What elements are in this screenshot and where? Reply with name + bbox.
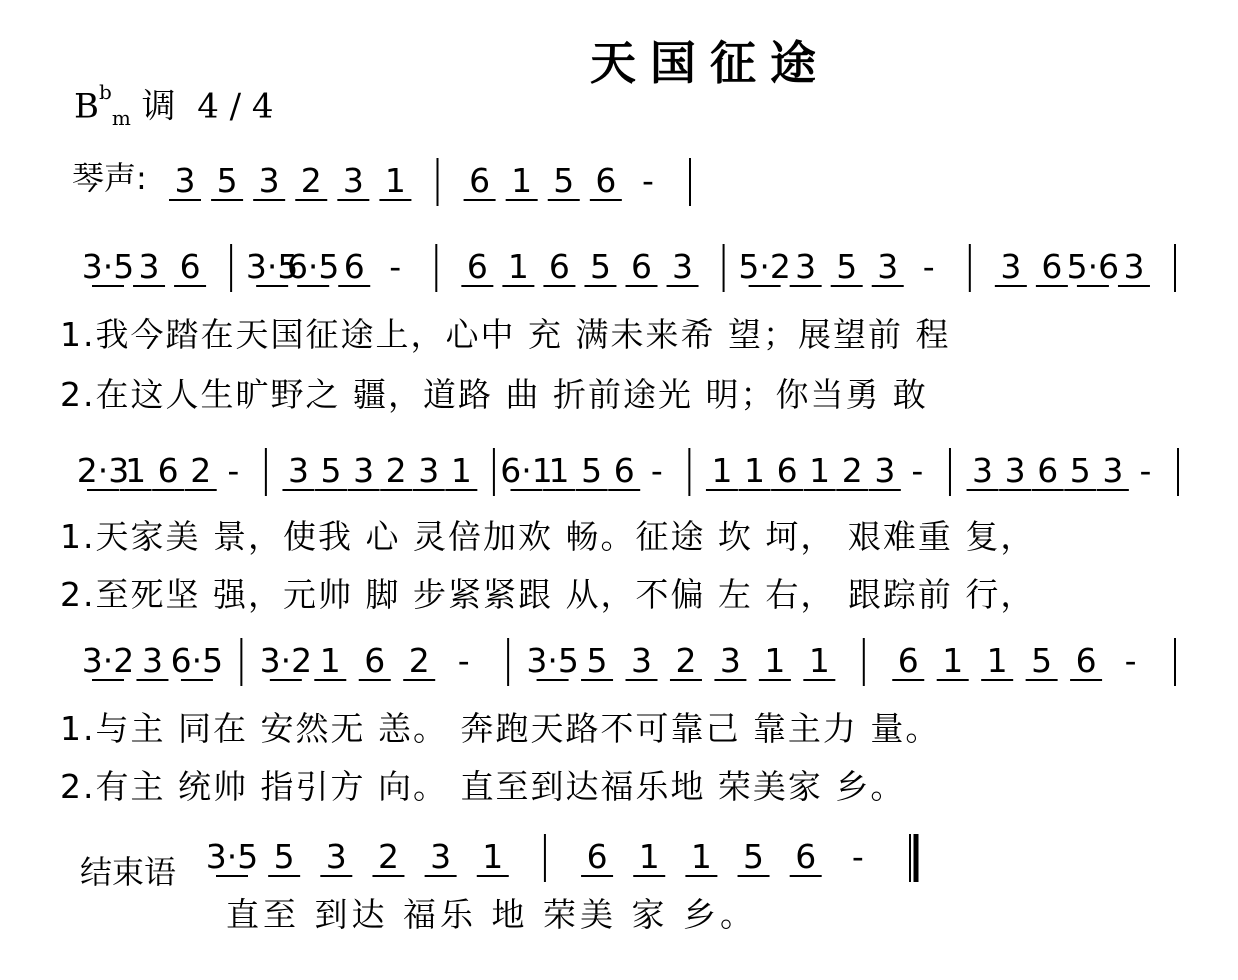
note: -: [851, 837, 864, 876]
intro-label: 琴声:: [72, 159, 147, 197]
note: 3: [138, 247, 160, 286]
note: 1: [744, 451, 766, 490]
note: 1: [507, 247, 529, 286]
note: 5·6: [1066, 247, 1120, 286]
note: 5: [581, 451, 603, 490]
note: 3: [1102, 451, 1124, 490]
note: 3: [1123, 247, 1145, 286]
note: 5: [216, 161, 238, 200]
note: 2: [377, 837, 399, 876]
note: 2: [190, 451, 212, 490]
note: 5: [320, 451, 342, 490]
note: 3: [877, 247, 899, 286]
note: 5: [1031, 641, 1053, 680]
time-signature: 4 / 4: [197, 86, 274, 127]
note: 3·5: [526, 641, 579, 680]
note: 3: [418, 451, 440, 490]
note: 3·2: [259, 641, 313, 680]
note: 1: [511, 161, 533, 200]
note: 6·1: [500, 451, 553, 490]
note: 3: [874, 451, 896, 490]
note: 1: [764, 641, 786, 680]
lyric-verse1-line3: 1.与主 同在 安然无 恙。 奔跑天路不可靠己 靠主力 量。: [60, 709, 941, 748]
note: 6·5: [170, 641, 224, 680]
note: 2: [841, 451, 863, 490]
note: 5: [273, 837, 295, 876]
lyric-ending: 直至 到达 福乐 地 荣美 家 乡。: [226, 895, 757, 934]
note: 6: [1037, 451, 1059, 490]
note: 3: [325, 837, 347, 876]
note: 2·3: [76, 451, 130, 490]
note: 3: [1004, 451, 1026, 490]
note: 1: [319, 641, 341, 680]
note: 6: [795, 837, 817, 876]
note: 1: [548, 451, 570, 490]
note: -: [1139, 451, 1152, 490]
note: 3: [430, 837, 452, 876]
note: 3·2: [81, 641, 135, 680]
note: 1: [986, 641, 1008, 680]
note: 3: [672, 247, 694, 286]
note: -: [1124, 641, 1137, 680]
note: 6: [1041, 247, 1063, 286]
note: 1: [638, 837, 660, 876]
note: 6·5: [286, 247, 340, 286]
key-word: 调: [141, 86, 176, 127]
note: 5: [553, 161, 575, 200]
note: -: [911, 451, 924, 490]
note: 6: [595, 161, 617, 200]
note: 3: [631, 641, 652, 680]
note: 5: [743, 837, 765, 876]
note: 5: [836, 247, 858, 286]
note: 1: [482, 837, 504, 876]
note: 1: [125, 451, 147, 490]
note: 3·5: [205, 837, 259, 876]
note: 1: [384, 161, 406, 200]
key-base: B: [74, 86, 99, 127]
note: 3: [795, 247, 817, 286]
note: 3: [287, 451, 309, 490]
note: 3: [719, 641, 741, 680]
note: 6: [613, 451, 635, 490]
lyric-verse2-line1: 2.在这人生旷野之 疆，道路 曲 折前途光 明；你当勇 敢: [60, 375, 928, 414]
note: 2: [675, 641, 697, 680]
note: 3: [174, 161, 196, 200]
note: 6: [897, 641, 919, 680]
note: 6: [586, 837, 608, 876]
note: 2: [408, 641, 430, 680]
ending-label: 结束语: [80, 853, 177, 891]
note: 1: [690, 837, 712, 876]
lyric-verse2-line2: 2.至死坚 强，元帅 脚 步紧紧跟 从，不偏 左 右， 跟踪前 行，: [60, 575, 1036, 614]
note: 1: [942, 641, 964, 680]
note: 6: [466, 247, 488, 286]
lyric-verse2-line3: 2.有主 统帅 指引方 向。 直至到达福乐地 荣美家 乡。: [60, 767, 906, 806]
note: 1: [808, 641, 830, 680]
song-title: 天国征途: [590, 36, 830, 90]
note: 6: [157, 451, 179, 490]
note: 3·5: [81, 247, 135, 286]
key-flat: b: [99, 80, 112, 104]
note: 3: [353, 451, 375, 490]
lyric-verse1-line2: 1.天家美 景，使我 心 灵倍加欢 畅。征途 坎 坷， 艰难重 复，: [60, 517, 1036, 556]
note: 3: [258, 161, 280, 200]
note: 1: [809, 451, 831, 490]
note: 6: [631, 247, 652, 286]
note: 6: [179, 247, 201, 286]
note: 5·2: [738, 247, 791, 286]
note: 6: [548, 247, 570, 286]
note: 2: [300, 161, 322, 200]
note: 6: [343, 247, 365, 286]
note: 6: [776, 451, 798, 490]
note: 5: [586, 641, 608, 680]
note: -: [922, 247, 935, 286]
note: 3·5: [245, 247, 299, 286]
note: 3: [1000, 247, 1022, 286]
note: -: [389, 247, 402, 286]
note: -: [650, 451, 663, 490]
note: 6: [364, 641, 386, 680]
note: 2: [385, 451, 407, 490]
note: 3: [141, 641, 163, 680]
key-minor: m: [111, 106, 131, 131]
note: 5: [589, 247, 611, 286]
note: 1: [711, 451, 733, 490]
note: -: [641, 161, 654, 200]
note: 6: [469, 161, 491, 200]
note: 3: [972, 451, 994, 490]
note: 5: [1069, 451, 1091, 490]
note: -: [227, 451, 240, 490]
note: -: [457, 641, 470, 680]
note: 1: [450, 451, 472, 490]
note: 3: [342, 161, 364, 200]
note: 6: [1075, 641, 1097, 680]
lyric-verse1-line1: 1.我今踏在天国征途上，心中 充 满未来希 望；展望前 程: [60, 315, 951, 354]
